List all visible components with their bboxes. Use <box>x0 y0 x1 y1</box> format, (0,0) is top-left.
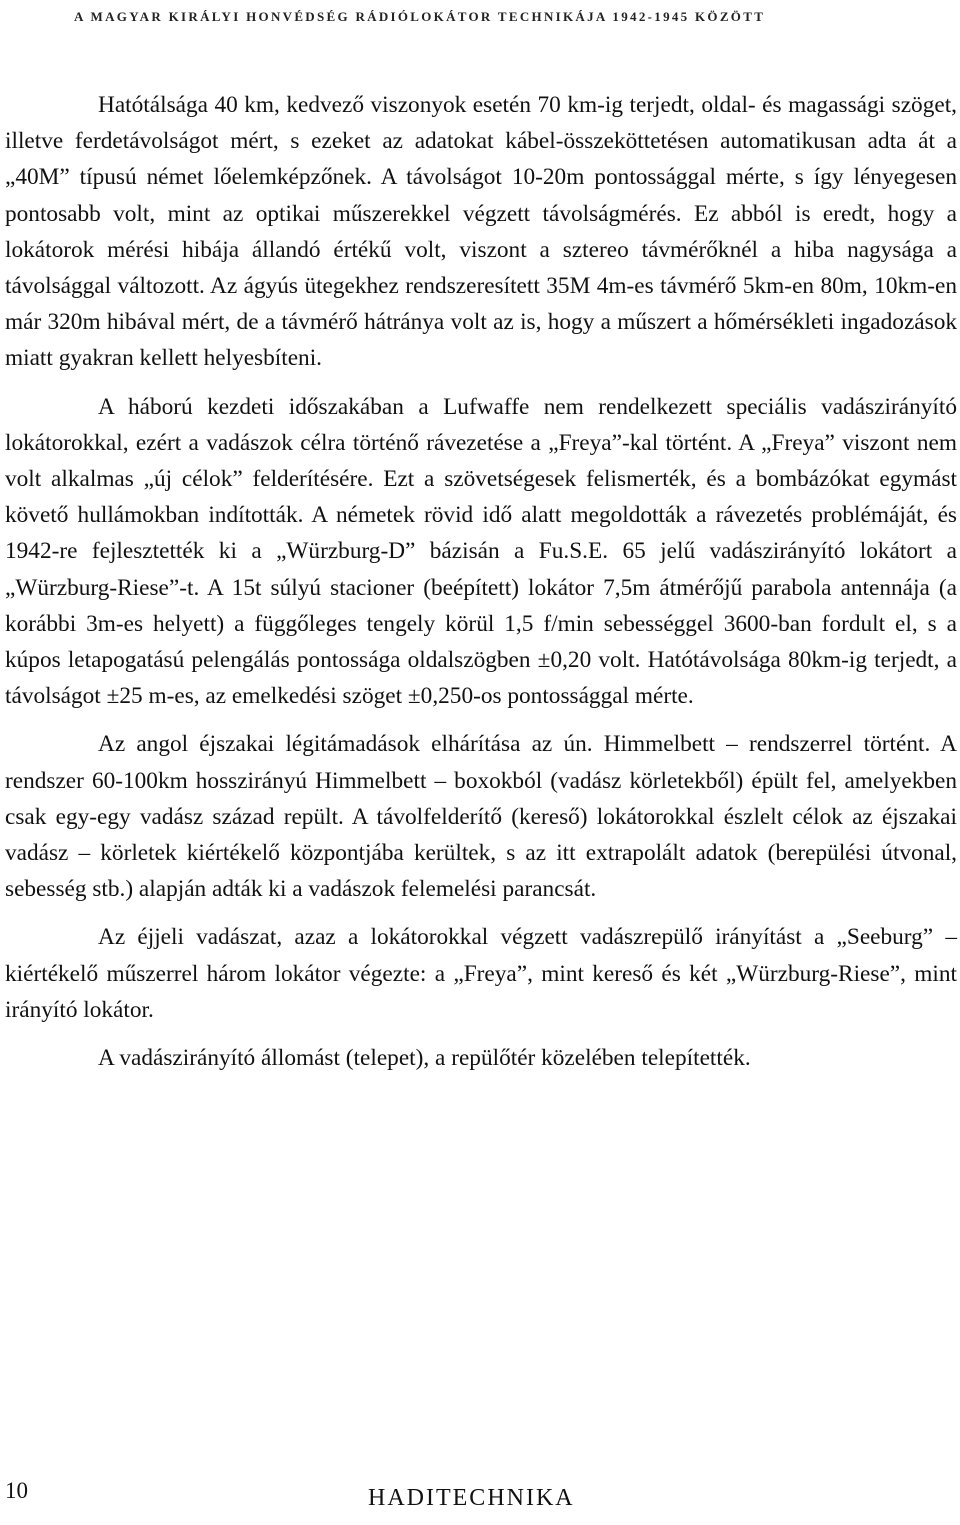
running-header: A MAGYAR KIRÁLYI HONVÉDSÉG RÁDIÓLOKÁTOR TECHNIKÁJA 1942-1945 KÖZÖTT <box>74 9 766 24</box>
article-body <box>5 87 957 1076</box>
paragraph: Az angol éjszakai légitámadások elhárítása az ún. Himmelbett – rendszerrel történt. A rendszer 60-100km hosszirányú Himmelbett – boxokból (vadász körletekből) épült fel, amelyekben csak egy-egy vadász század repült. A távolfelderítő (kereső) lokátorokkal észlelt célok az éjszakai vadász – körletek kiértékelő központjába kerültek, s az itt extrapolált adatok (berepülési útvonal, sebesség stb.) alapján adták ki a vadászok felemelési parancsát. <box>5 731 957 903</box>
magazine-name: HADITECHNIKA <box>368 1485 575 1511</box>
paragraph: A vadászirányító állomást (telepet), a repülőtér közelében telepítették. <box>98 1045 751 1072</box>
page-number: 10 <box>5 1478 28 1503</box>
paragraph: A háború kezdeti időszakában a Lufwaffe nem rendelkezett speciális vadászirányító lokátorokkal, ezért a vadászok célra történő rávezetése a „Freya”-kal történt. A „Freya” viszont nem volt alkalmas „új célok” felderítésére. Ezt a szövetségesek felismerték, és a bombázókat egymást követő hullámokban indították. A németek rövid idő alatt megoldották a rávezetés problémáját, és 1942-re fejlesztették ki a „Würzburg-D” bázisán a Fu.S.E. 65 jelű vadászirányító lokátort a „Würzburg-Riese”-t. A 15t súlyú stacioner (beépített) lokátor 7,5m átmérőjű parabola antennája (a korábbi 3m-es helyett) a függőleges tengely körül 1,5 f/min sebességgel 3600-ban fordult el, s a kúpos letapogatású pelengálás pontossága oldalszögben ±0,20 volt. Hatótávolsága 80km-ig terjedt, a távolságot ±25 m-es, az emelkedési szöget ±0,250-os pontossággal mérte. <box>5 393 957 710</box>
paragraph: Hatótálsága 40 km, kedvező viszonyok esetén 70 km-ig terjedt, oldal- és magassági szöget, illetve ferdetávolságot mért, s ezeket az adatokat kábel-összeköttetésen automatikusan adta át a „40M” típusú német lőelemképzőnek. A távolságot 10-20m pontossággal mérte, s így lényegesen pontosabb volt, mint az optikai műszerekkel végzett távolságmérés. Ez abból is eredt, hogy a lokátorok mérési hibája állandó értékű volt, viszont a sztereo távmérőknél a hiba nagysága a távolsággal változott. Az ágyús ütegekhez rendszeresített 35M 4m-es távmérő 5km-en 80m, 10km-en már 320m hibával mért, de a távmérő hátránya volt az is, hogy a műszert a hőmérsékleti ingadozások miatt gyakran kellett helyesbíteni. <box>5 92 957 372</box>
paragraph: Az éjjeli vadászat, azaz a lokátorokkal végzett vadászrepülő irányítást a „Seeburg” – kiértékelő műszerrel három lokátor végezte: a „Freya”, mint kereső és két „Würzburg-Riese”, mint irányító lokátor. <box>5 924 957 1023</box>
